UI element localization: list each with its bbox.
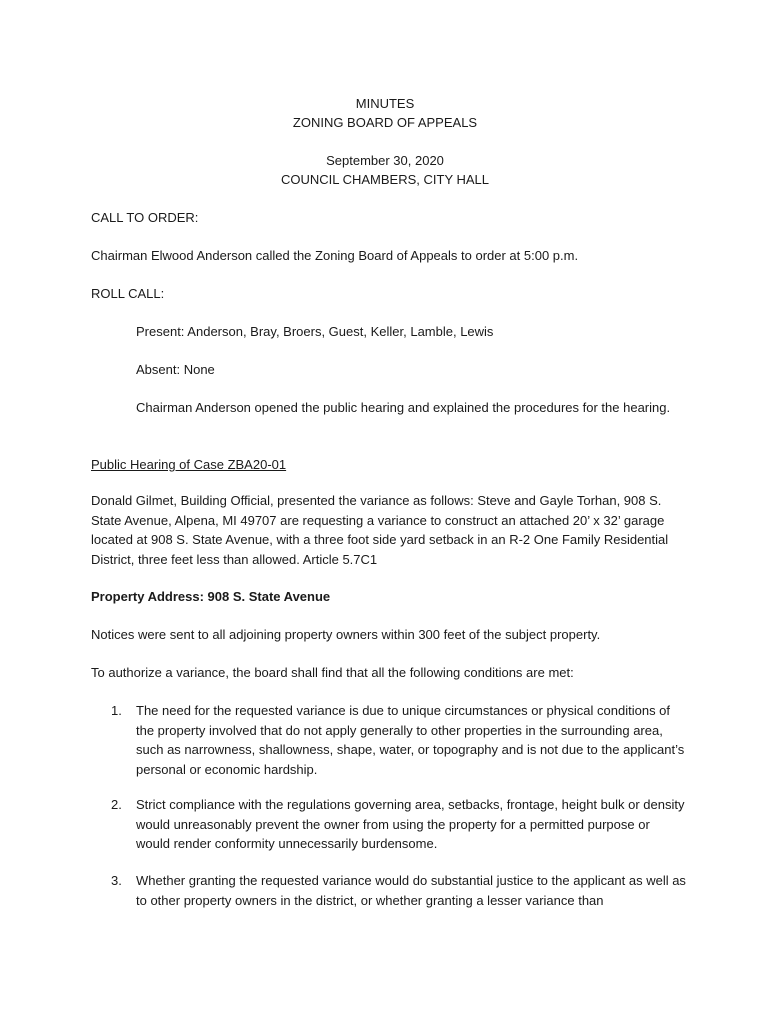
conditions-intro: To authorize a variance, the board shall find that all the following conditions are met: xyxy=(91,665,574,680)
call-to-order-heading: CALL TO ORDER: xyxy=(91,210,199,225)
list-text: The need for the requested variance is due to unique circumstances or physical conditions of the property involved that do not apply generally to other properties in the surrounding area, such as narrowness, shallowness, shape, water, or topography and is not due to the applicant’s personal or economic hardship. xyxy=(136,703,685,777)
call-to-order-text: Chairman Elwood Anderson called the Zoning Board of Appeals to order at 5:00 p.m. xyxy=(91,248,579,263)
roll-call-present: Present: Anderson, Bray, Broers, Guest, Keller, Lamble, Lewis xyxy=(136,324,494,339)
roll-call-absent: Absent: None xyxy=(136,362,215,377)
case-description: Donald Gilmet, Building Official, presented the variance as follows: Steve and Gayle Torhan, 908 S. State Avenue, Alpena, MI 49707 are requesting a variance to construct an attached 20’ x 32’ garage located at 908 S. State Avenue, with a three foot side yard setback in an R-2 One Family Residential District, three feet less than allowed. Article 5.7C1 xyxy=(91,493,669,567)
notices-text: Notices were sent to all adjoining property owners within 300 feet of the subject property. xyxy=(91,627,601,642)
case-heading: Public Hearing of Case ZBA20-01 xyxy=(91,457,287,472)
list-text: Strict compliance with the regulations governing area, setbacks, frontage, height bulk or density would unreasonably prevent the owner from using the property for a permitted purpose or would render conformity unnecessarily burdensome. xyxy=(136,797,685,851)
title-board: ZONING BOARD OF APPEALS xyxy=(292,115,478,130)
roll-call-heading: ROLL CALL: xyxy=(91,286,165,301)
list-number: 3. xyxy=(111,873,122,888)
list-text: Whether granting the requested variance would do substantial justice to the applicant as well as to other property owners in the district, or whether granting a lesser variance than xyxy=(136,873,686,908)
list-number: 2. xyxy=(111,797,122,812)
property-address: Property Address: 908 S. State Avenue xyxy=(91,589,331,604)
list-number: 1. xyxy=(111,703,122,718)
meeting-date: September 30, 2020 xyxy=(326,153,444,168)
title-minutes: MINUTES xyxy=(355,96,415,111)
hearing-intro: Chairman Anderson opened the public hearing and explained the procedures for the hearing. xyxy=(136,400,671,415)
meeting-location: COUNCIL CHAMBERS, CITY HALL xyxy=(280,172,490,187)
